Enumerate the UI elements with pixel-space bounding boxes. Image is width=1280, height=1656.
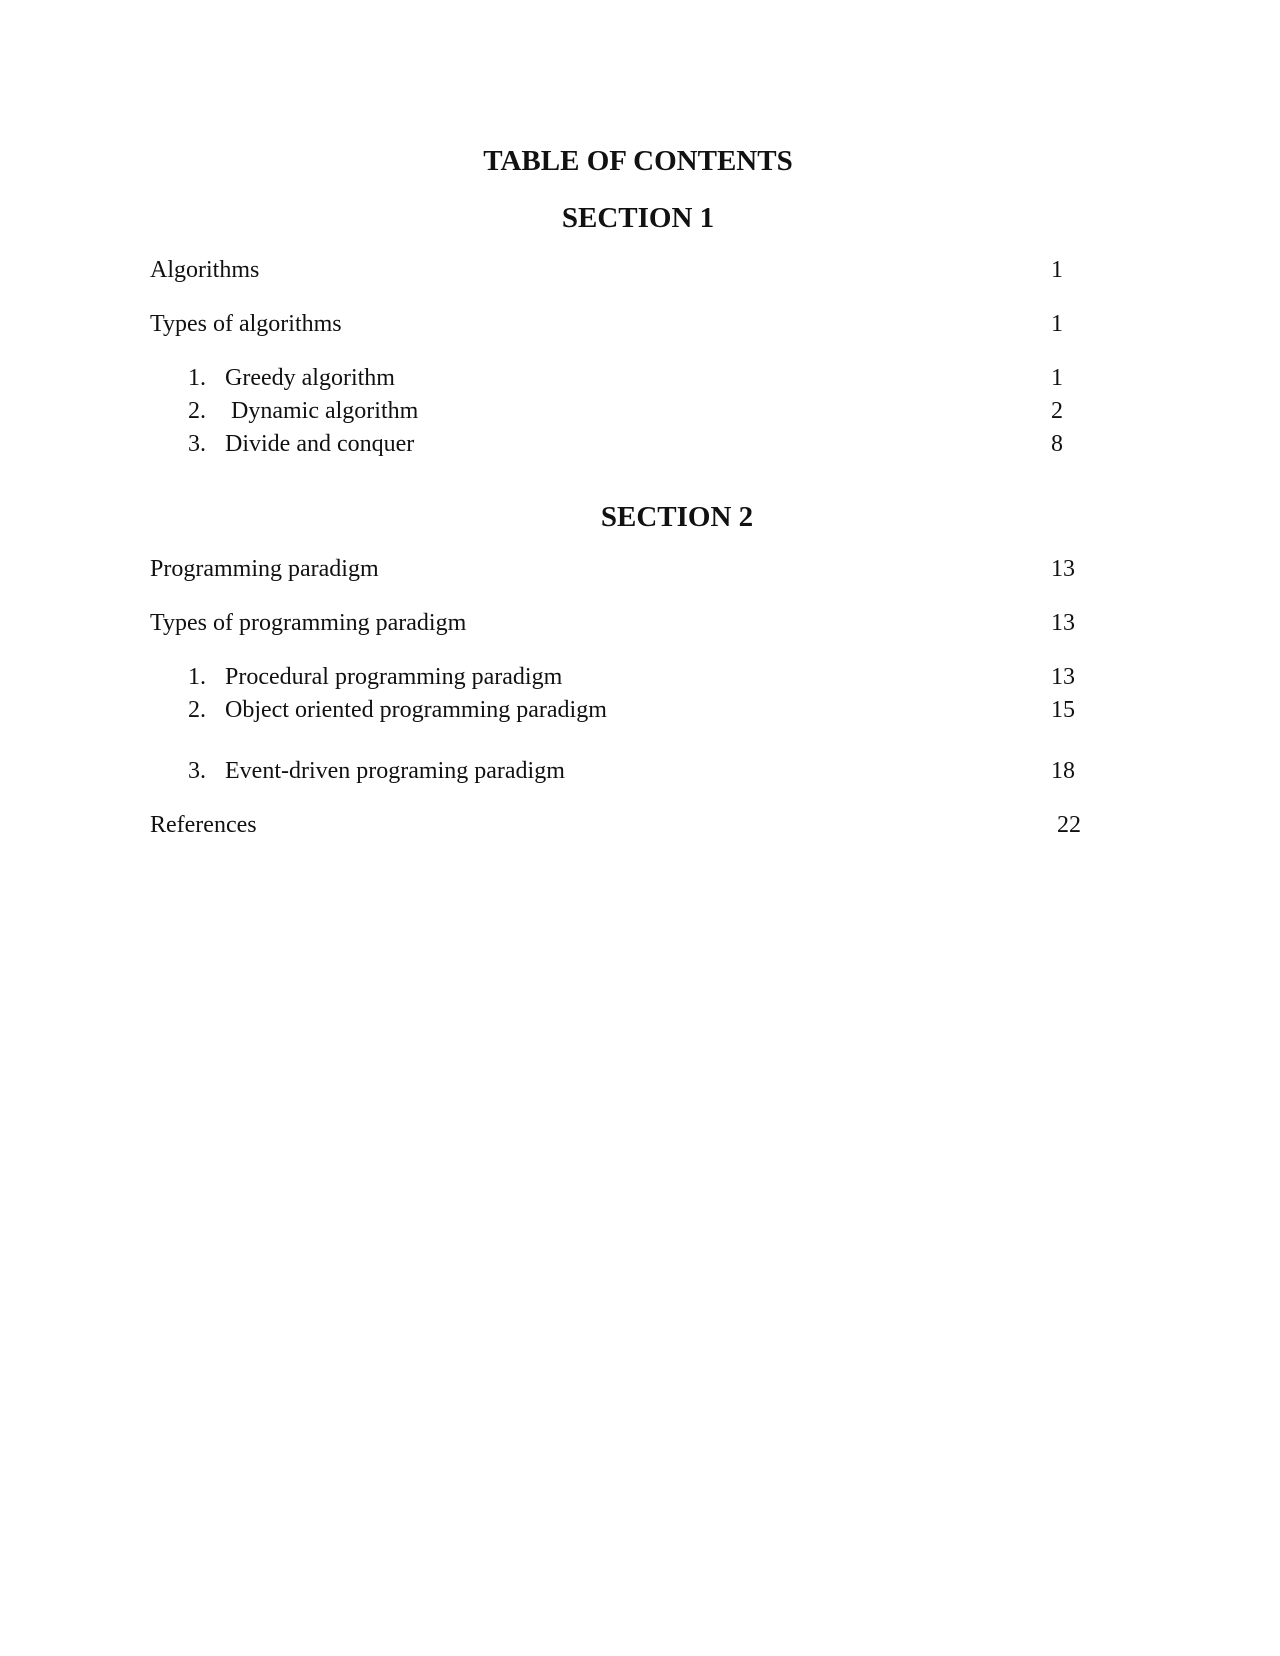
toc-entry-page: 1: [1051, 311, 1063, 337]
toc-entry-label: Dynamic algorithm: [231, 398, 419, 424]
toc-item-number: 3.: [188, 431, 206, 457]
toc-entry-label: Object oriented programming paradigm: [225, 697, 607, 723]
toc-entry-label: Event-driven programing paradigm: [225, 758, 565, 784]
toc-entry-page: 1: [1051, 257, 1063, 283]
toc-entry-page: 15: [1051, 697, 1075, 723]
toc-item-number: 2.: [188, 398, 206, 424]
toc-entry-page: 13: [1051, 664, 1075, 690]
toc-entry-page: 8: [1051, 431, 1063, 457]
toc-entry-page: 2: [1051, 398, 1063, 424]
toc-entry-label: Types of algorithms: [150, 311, 342, 337]
toc-entry-label: Types of programming paradigm: [150, 610, 467, 636]
toc-entry-label: Greedy algorithm: [225, 365, 395, 391]
toc-entry-page: 18: [1051, 758, 1075, 784]
toc-entry-page: 13: [1051, 556, 1075, 582]
toc-item-number: 1.: [188, 664, 206, 690]
toc-entry-label: Algorithms: [150, 257, 260, 283]
toc-entry-label: References: [150, 812, 257, 838]
toc-entry-label: Programming paradigm: [150, 556, 379, 582]
toc-item-number: 3.: [188, 758, 206, 784]
toc-entry-page: 22: [1057, 812, 1081, 838]
toc-entry-page: 1: [1051, 365, 1063, 391]
toc-entry-page: 13: [1051, 610, 1075, 636]
toc-item-number: 1.: [188, 365, 206, 391]
page-title: TABLE OF CONTENTS: [483, 145, 793, 177]
section-heading: SECTION 1: [561, 202, 715, 234]
toc-entry-label: Divide and conquer: [225, 431, 415, 457]
toc-item-number: 2.: [188, 697, 206, 723]
section-heading: SECTION 2: [600, 501, 754, 533]
toc-entry-label: Procedural programming paradigm: [225, 664, 563, 690]
